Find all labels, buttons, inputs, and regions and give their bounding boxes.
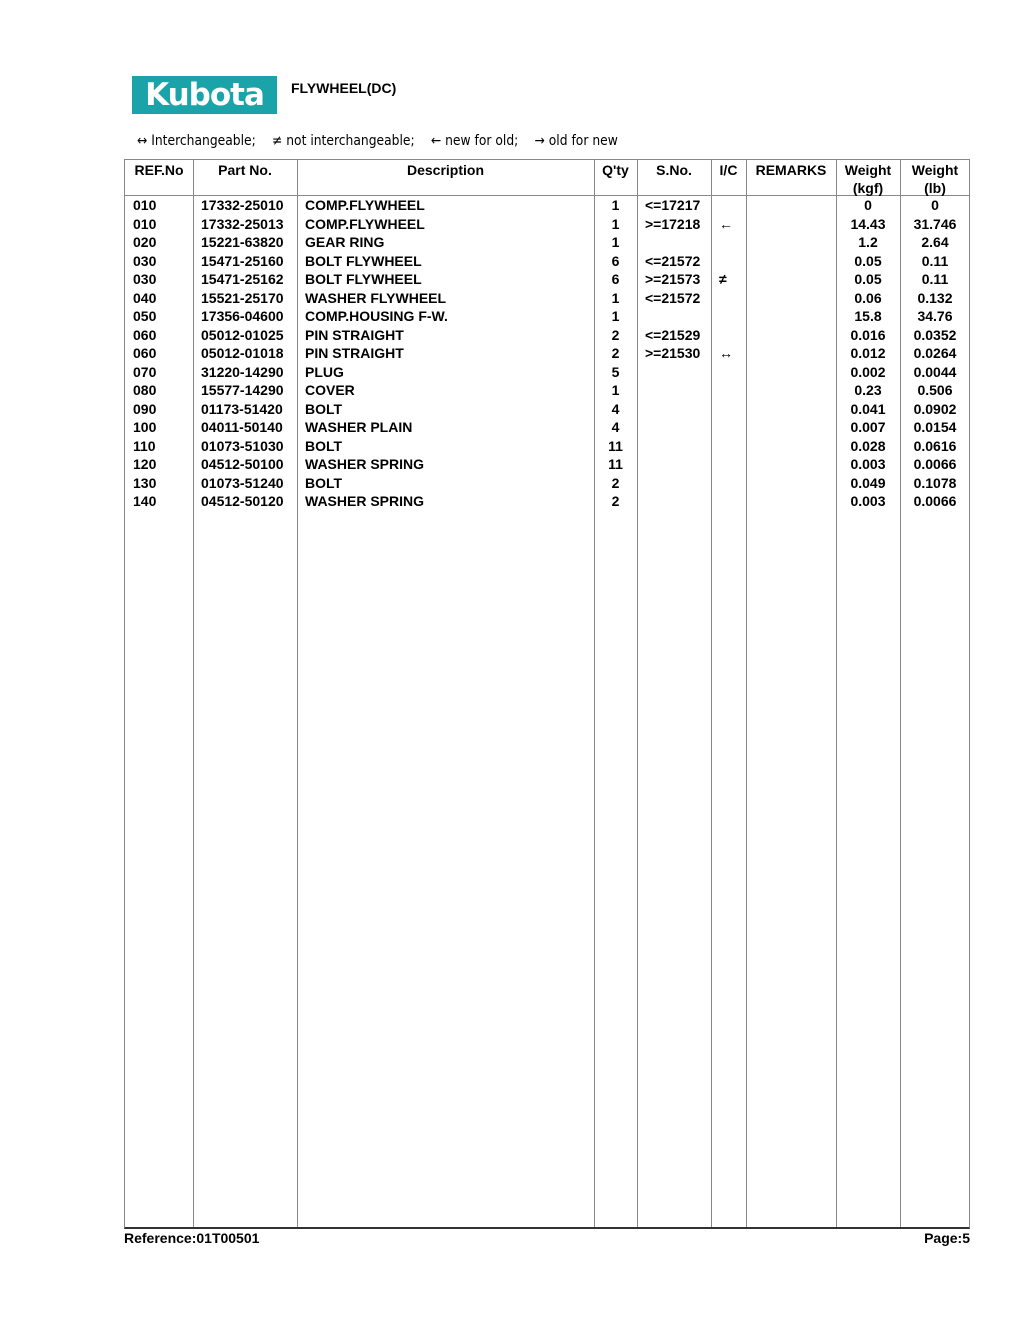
cell-part: 05012-01025 <box>201 326 284 343</box>
cell-part: 01173-51420 <box>201 400 283 417</box>
cell-part: 15521-25170 <box>201 289 284 306</box>
legend-old-for-new: → old for new <box>534 133 618 149</box>
cell-wlb: 34.76 <box>917 308 953 324</box>
cell-wlb: 0.11 <box>921 271 949 287</box>
cell-ref: 120 <box>133 456 157 472</box>
legend-not-interchangeable: ≠ not interchangeable; <box>271 133 415 149</box>
table-row <box>125 418 969 437</box>
table-row <box>125 270 969 289</box>
cell-ref: 130 <box>133 474 157 491</box>
cell-qty: 2 <box>611 493 620 509</box>
cell-desc: BOLT <box>305 437 343 454</box>
cell-sno: <=21572 <box>645 289 701 306</box>
cell-ref: 050 <box>133 308 157 324</box>
cell-wkgf: 0 <box>864 197 872 213</box>
cell-wlb: 0.0066 <box>913 456 957 472</box>
cell-wkgf: 0.05 <box>854 271 882 287</box>
cell-qty: 11 <box>608 456 623 472</box>
cell-sno: >=21530 <box>645 345 701 361</box>
cell-wlb: 0.0044 <box>913 363 957 380</box>
cell-qty: 1 <box>611 197 620 213</box>
header-qty: Q'ty <box>602 162 629 178</box>
cell-wlb: 0.0616 <box>913 437 957 454</box>
cell-qty: 6 <box>611 252 620 269</box>
cell-wkgf: 15.8 <box>854 308 882 324</box>
cell-wkgf: 0.002 <box>850 363 886 380</box>
cell-qty: 2 <box>611 474 620 491</box>
table-row <box>125 307 969 326</box>
cell-wkgf: 0.041 <box>850 400 886 417</box>
cell-ic: ↔ <box>719 345 733 361</box>
table-row <box>125 344 969 363</box>
cell-wlb: 0 <box>931 197 939 213</box>
cell-wkgf: 0.003 <box>850 456 886 472</box>
cell-desc: WASHER SPRING <box>305 456 425 472</box>
cell-wkgf: 0.049 <box>850 474 886 491</box>
cell-ref: 030 <box>133 271 157 287</box>
cell-qty: 5 <box>611 363 620 380</box>
cell-desc: COMP.HOUSING F-W. <box>305 308 448 324</box>
reference-number: Reference:01T00501 <box>124 1230 260 1246</box>
cell-wkgf: 0.016 <box>850 326 886 343</box>
cell-wlb: 0.0154 <box>913 419 957 435</box>
cell-wlb: 0.0066 <box>913 493 957 509</box>
cell-wkgf: 0.003 <box>850 493 886 509</box>
cell-part: 17332-25010 <box>201 197 284 213</box>
cell-qty: 1 <box>611 289 620 306</box>
cell-part: 15471-25160 <box>201 252 284 269</box>
cell-qty: 1 <box>611 215 620 232</box>
cell-sno: <=17217 <box>645 197 701 213</box>
cell-sno: <=21572 <box>645 252 701 269</box>
cell-ref: 040 <box>133 289 157 306</box>
header-description: Description <box>406 162 484 178</box>
header-weight-lb: Weight (lb) <box>911 162 959 196</box>
cell-part: 31220-14290 <box>201 363 284 380</box>
cell-qty: 4 <box>611 419 620 435</box>
cell-desc: BOLT <box>305 400 343 417</box>
page-number: Page:5 <box>924 1230 970 1246</box>
cell-ref: 080 <box>133 382 157 398</box>
cell-desc: COMP.FLYWHEEL <box>305 215 425 232</box>
parts-table <box>124 159 970 1229</box>
table-row <box>125 215 969 234</box>
header-serial-no: S.No. <box>656 162 692 178</box>
cell-qty: 2 <box>611 326 620 343</box>
header-weight-kgf: Weight (kgf) <box>844 162 892 196</box>
header-ref-no: REF.No <box>134 162 184 178</box>
cell-wlb: 0.0352 <box>913 326 957 343</box>
cell-ic: ← <box>719 215 733 232</box>
cell-qty: 1 <box>611 308 620 324</box>
interchangeability-legend <box>137 133 630 149</box>
cell-ref: 020 <box>133 234 157 250</box>
table-row <box>125 289 969 308</box>
cell-part: 01073-51030 <box>201 437 284 454</box>
cell-part: 15577-14290 <box>201 382 284 398</box>
table-row <box>125 233 969 252</box>
cell-wkgf: 0.06 <box>854 289 882 306</box>
cell-desc: PLUG <box>305 363 344 380</box>
cell-qty: 2 <box>611 345 620 361</box>
cell-qty: 1 <box>611 382 620 398</box>
cell-part: 04011-50140 <box>201 419 283 435</box>
cell-wlb: 0.0902 <box>913 400 957 417</box>
cell-sno: >=17218 <box>645 215 701 232</box>
cell-desc: PIN STRAIGHT <box>305 326 404 343</box>
cell-part: 17356-04600 <box>201 308 284 324</box>
cell-desc: WASHER SPRING <box>305 493 425 509</box>
cell-wkgf: 0.05 <box>854 252 882 269</box>
cell-wlb: 0.1078 <box>913 474 957 491</box>
cell-wlb: 0.0264 <box>913 345 957 361</box>
table-row <box>125 326 969 345</box>
cell-sno: <=21529 <box>645 326 701 343</box>
cell-wlb: 2.64 <box>921 234 949 250</box>
page-title: FLYWHEEL(DC) <box>291 80 397 96</box>
cell-ref: 030 <box>133 252 157 269</box>
cell-ref: 090 <box>133 400 157 417</box>
header-ic: I/C <box>719 162 738 178</box>
cell-part: 01073-51240 <box>201 474 284 491</box>
cell-part: 15221-63820 <box>201 234 284 250</box>
cell-ref: 010 <box>133 197 157 213</box>
cell-qty: 11 <box>608 437 623 454</box>
table-row <box>125 252 969 271</box>
cell-desc: COMP.FLYWHEEL <box>305 197 425 213</box>
cell-wkgf: 0.007 <box>850 419 886 435</box>
header-remarks: REMARKS <box>755 162 827 178</box>
cell-qty: 1 <box>611 234 620 250</box>
cell-ref: 140 <box>133 493 157 509</box>
cell-wkgf: 1.2 <box>858 234 878 250</box>
cell-part: 04512-50120 <box>201 493 284 509</box>
cell-part: 15471-25162 <box>201 271 284 287</box>
header-part-no: Part No. <box>218 162 272 178</box>
cell-desc: BOLT FLYWHEEL <box>305 252 422 269</box>
cell-ref: 100 <box>133 419 157 435</box>
table-row <box>125 196 969 215</box>
cell-qty: 4 <box>611 400 620 417</box>
cell-ref: 070 <box>133 363 157 380</box>
cell-ref: 110 <box>133 437 156 454</box>
cell-desc: GEAR RING <box>305 234 385 250</box>
cell-ref: 060 <box>133 326 157 343</box>
table-row <box>125 363 969 382</box>
kubota-logo: Kubota <box>132 76 277 114</box>
cell-part: 05012-01018 <box>201 345 284 361</box>
cell-wlb: 0.132 <box>917 289 953 306</box>
cell-ref: 010 <box>133 215 157 232</box>
cell-part: 04512-50100 <box>201 456 284 472</box>
table-row <box>125 455 969 474</box>
cell-wkgf: 0.028 <box>850 437 886 454</box>
legend-new-for-old: ← new for old; <box>430 133 519 149</box>
cell-wkgf: 0.23 <box>854 382 882 398</box>
cell-wkgf: 14.43 <box>850 215 886 232</box>
cell-wlb: 31.746 <box>913 215 957 232</box>
cell-sno: >=21573 <box>645 271 701 287</box>
cell-desc: WASHER FLYWHEEL <box>305 289 447 306</box>
legend-interchangeable: ↔ Interchangeable; <box>137 133 256 149</box>
table-row <box>125 400 969 419</box>
cell-desc: BOLT FLYWHEEL <box>305 271 422 287</box>
table-row <box>125 492 969 511</box>
cell-ref: 060 <box>133 345 157 361</box>
table-row <box>125 474 969 493</box>
cell-wkgf: 0.012 <box>850 345 886 361</box>
cell-desc: WASHER PLAIN <box>305 419 413 435</box>
cell-qty: 6 <box>611 271 620 287</box>
table-row <box>125 437 969 456</box>
cell-desc: BOLT <box>305 474 343 491</box>
cell-desc: PIN STRAIGHT <box>305 345 404 361</box>
cell-ic: ≠ <box>719 271 727 287</box>
cell-desc: COVER <box>305 382 355 398</box>
table-row <box>125 381 969 400</box>
cell-wlb: 0.506 <box>917 382 953 398</box>
cell-wlb: 0.11 <box>921 252 949 269</box>
cell-part: 17332-25013 <box>201 215 284 232</box>
